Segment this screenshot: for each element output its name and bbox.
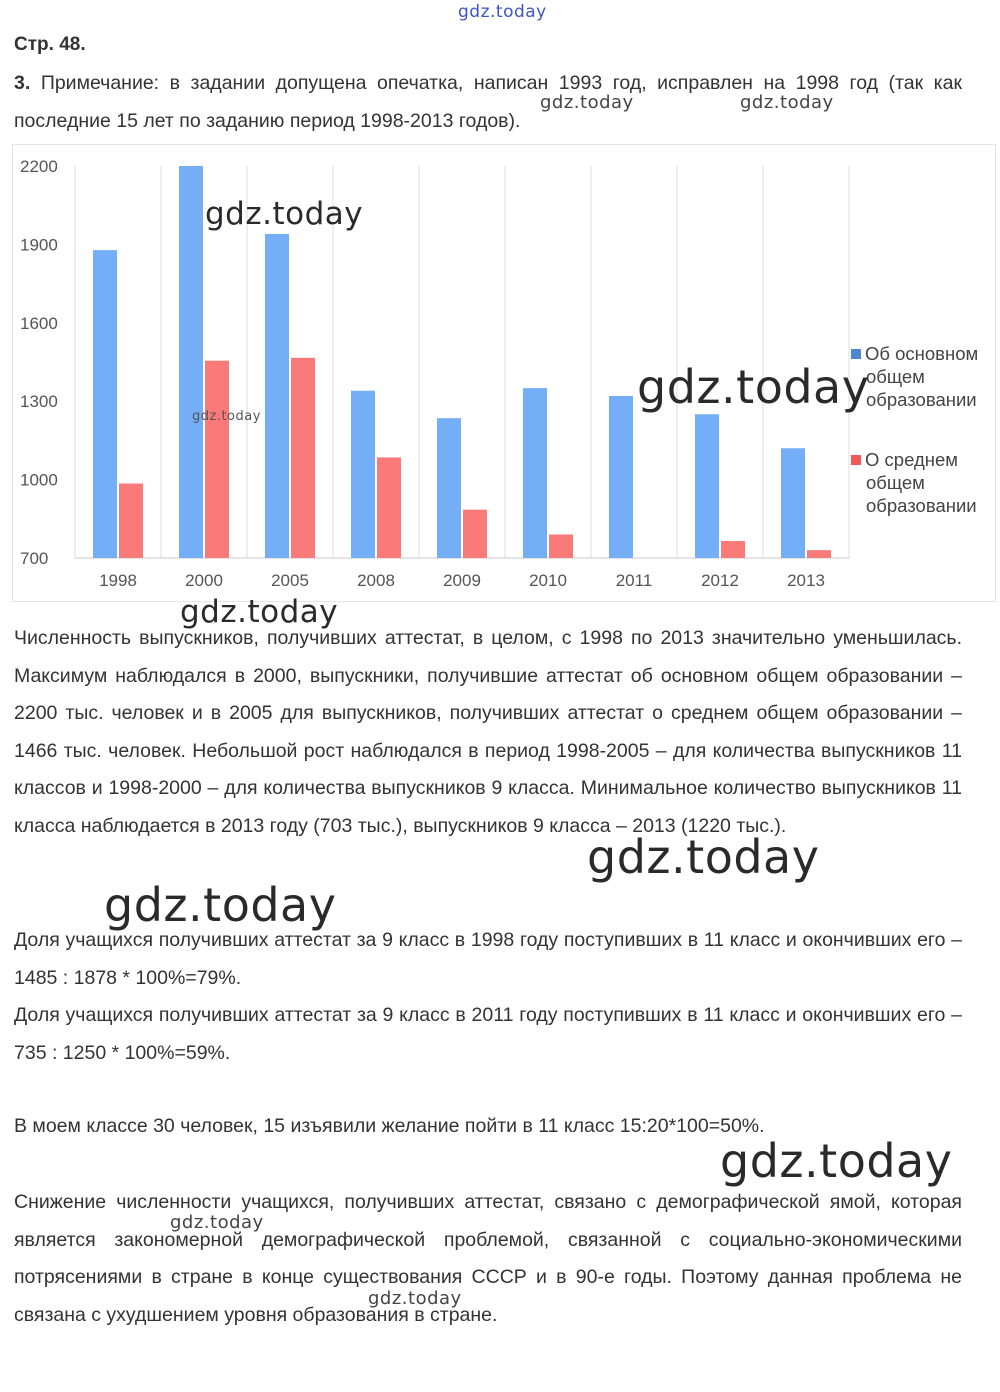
paragraph-trend: Численность выпускников, получивших аттестат, в целом, с 1998 по 2013 значительно уменьшилась. Максимум наблюдался в 2000, выпускники, получившие аттестат об основном общем образовании – 2200 тыс. человек и в 2005 для выпускников, получивших аттестат о среднем общем образовании – 1466 тыс. человек. Небольшой рост наблюдался в период 1998-2005 – для количества выпускников 11 классов и 1998-2000 – для количества выпускников 9 класса. Минимальное количество выпускников 11 класса наблюдается в 2013 году (703 тыс.), выпускников 9 класса – 2013 (1220 тыс.).: [14, 627, 962, 837]
y-tick-label: 700: [20, 549, 49, 568]
watermark: gdz.today: [587, 830, 820, 884]
legend-line: образовании: [866, 389, 977, 410]
legend-line: Об основном: [865, 343, 979, 364]
x-tick-label: 1998: [99, 571, 137, 590]
chart-x-ticks: [99, 571, 825, 590]
watermark: gdz.today: [170, 1212, 264, 1233]
legend-item-secondary: [851, 448, 977, 517]
watermark: gdz.today: [205, 196, 364, 232]
bar-secondary-2008: [377, 457, 401, 558]
note-text: Примечание: в задании допущена опечатка, написан 1993 год, исправлен на 1998 год (так как последние 15 лет по заданию период 1998-2013 годов).: [14, 72, 962, 132]
bar-secondary-2013: [807, 550, 831, 558]
bar-basic-2000: [179, 166, 203, 558]
watermark: gdz.today: [637, 360, 870, 414]
x-tick-label: 2008: [357, 571, 395, 590]
bar-secondary-1998: [119, 484, 143, 558]
bar-basic-2011: [609, 396, 633, 558]
watermark: gdz.today: [740, 92, 834, 113]
legend-line: общем: [866, 366, 925, 387]
watermark: gdz.today: [368, 1288, 462, 1309]
bar-basic-2010: [523, 388, 547, 558]
x-tick-label: 2009: [443, 571, 481, 590]
paragraph-share-1998: Доля учащихся получивших аттестат за 9 класс в 1998 году поступивших в 11 класс и окончивших его – 1485 : 1878 * 100%=79%.: [14, 929, 962, 989]
bar-basic-1998: [93, 250, 117, 558]
watermark: gdz.today: [104, 878, 337, 932]
page-heading: Стр. 48.: [14, 34, 86, 55]
legend-swatch-red: [851, 455, 861, 465]
legend-item-basic: [851, 342, 978, 411]
y-tick-label: 2200: [20, 157, 58, 176]
bar-secondary-2012: [721, 541, 745, 558]
x-tick-label: 2013: [787, 571, 825, 590]
x-tick-label: 2005: [271, 571, 309, 590]
watermark: gdz.today: [180, 594, 339, 630]
bar-basic-2012: [695, 414, 719, 558]
bar-basic-2008: [351, 391, 375, 558]
y-tick-label: 1600: [20, 313, 58, 333]
y-tick-label: 1000: [20, 470, 58, 490]
x-tick-label: 2000: [185, 571, 223, 590]
bar-basic-2005: [265, 234, 289, 558]
bar-secondary-2009: [463, 510, 487, 558]
y-tick-label: 1300: [20, 392, 58, 412]
paragraph-share-2011: Доля учащихся получивших аттестат за 9 класс в 2011 году поступивших в 11 класс и окончивших его – 735 : 1250 * 100%=59%.: [14, 1004, 962, 1064]
watermark: gdz.today: [192, 409, 261, 424]
task-number: 3.: [14, 72, 31, 94]
legend-line: О среднем: [865, 449, 958, 470]
watermark-top: gdz.today: [458, 2, 547, 22]
watermark: gdz.today: [540, 92, 634, 113]
bar-basic-2013: [781, 448, 805, 558]
bar-secondary-2005: [291, 358, 315, 558]
legend-line: образовании: [866, 495, 977, 516]
paragraph-my-class: В моем классе 30 человек, 15 изъявили желание пойти в 11 класс 15:20*100=50%.: [14, 1115, 765, 1137]
paragraph-conclusion: Снижение численности учащихся, получивших аттестат, связано с демографической ямой, которая является закономерной демографической проблемой, связанной с социально-экономическими потрясениями в стране в конце существования СССР и в 90-е годы. Поэтому данная проблема не связана с ухудшением уровня образования в стране.: [14, 1191, 962, 1326]
legend-line: общем: [866, 472, 925, 493]
bar-secondary-2000: [205, 361, 229, 558]
bar-basic-2009: [437, 418, 461, 558]
x-tick-label: 2011: [615, 571, 653, 590]
x-tick-label: 2012: [701, 571, 739, 590]
x-tick-label: 2010: [529, 571, 567, 590]
bar-secondary-2010: [549, 534, 573, 558]
y-tick-label: 1900: [20, 235, 58, 255]
watermark: gdz.today: [720, 1134, 953, 1188]
legend-swatch-blue: [851, 349, 861, 359]
